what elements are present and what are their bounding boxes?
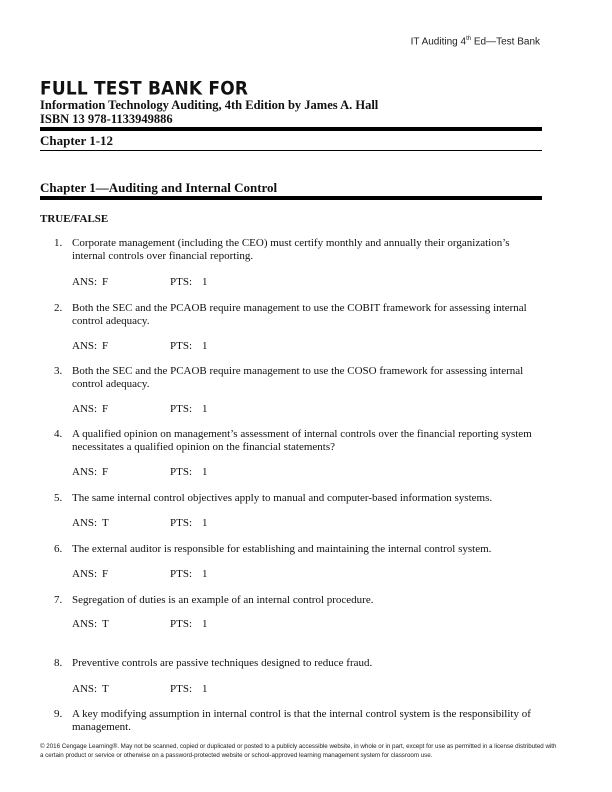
ans-value: F	[102, 276, 109, 288]
ans-value: F	[102, 466, 109, 478]
question-number: 3.	[54, 365, 63, 377]
ans-label: ANS:	[72, 403, 98, 415]
answer-line	[72, 340, 208, 352]
copyright-footer: © 2016 Cengage Learning®. May not be scanned, copied or duplicated or posted to a publicly accessible website, in whole or in part, except for use as permitted in a license distributed with a certain product or service or otherwise on a password-protected website or school-approved learning management system for classroom use.	[40, 743, 557, 759]
pts-label: PTS:	[170, 466, 193, 478]
divider-rule	[40, 196, 542, 200]
question-number: 1.	[54, 237, 63, 249]
ans-value: T	[102, 517, 109, 529]
pts-label: PTS:	[170, 340, 193, 352]
question-text: Both the SEC and the PCAOB require management to use the COBIT framework for assessing internal control adequacy.	[72, 302, 527, 327]
question-text: Segregation of duties is an example of an internal control procedure.	[72, 594, 374, 606]
pts-label: PTS:	[170, 276, 193, 288]
answer-line	[72, 517, 208, 529]
question-number: 6.	[54, 543, 63, 555]
answer-line	[72, 618, 208, 630]
chapter-heading: Chapter 1—Auditing and Internal Control	[40, 180, 278, 195]
question-text: The same internal control objectives apply to manual and computer-based information systems.	[72, 492, 493, 504]
question-text: Corporate management (including the CEO) must certify monthly and annually their organization’s internal controls over financial reporting.	[72, 237, 510, 262]
pts-label: PTS:	[170, 618, 193, 630]
ans-label: ANS:	[72, 466, 98, 478]
ans-label: ANS:	[72, 517, 98, 529]
ans-value: T	[102, 618, 109, 630]
question-number: 8.	[54, 657, 63, 669]
pts-value: 1	[202, 276, 208, 288]
pts-value: 1	[202, 683, 208, 695]
pts-value: 1	[202, 340, 208, 352]
pts-label: PTS:	[170, 683, 193, 695]
divider-rule	[40, 150, 542, 151]
pts-label: PTS:	[170, 517, 193, 529]
answer-line	[72, 683, 208, 695]
section-label: TRUE/FALSE	[40, 213, 109, 225]
question-text: Both the SEC and the PCAOB require management to use the COSO framework for assessing internal control adequacy.	[72, 365, 524, 390]
answer-line	[72, 403, 208, 415]
question-number: 9.	[54, 708, 63, 720]
answer-line	[72, 568, 208, 580]
ans-label: ANS:	[72, 568, 98, 580]
question-number: 5.	[54, 492, 63, 504]
ans-value: F	[102, 340, 109, 352]
running-header: IT Auditing 4th Ed—Test Bank	[410, 36, 540, 48]
pts-label: PTS:	[170, 403, 193, 415]
pts-label: PTS:	[170, 568, 193, 580]
ans-label: ANS:	[72, 618, 98, 630]
answer-line	[72, 276, 208, 288]
document-title: FULL TEST BANK FOR	[40, 78, 249, 100]
question-text: A key modifying assumption in internal control is that the internal control system is the responsibility of management.	[72, 708, 531, 733]
isbn: ISBN 13 978-1133949886	[40, 112, 173, 126]
ans-value: T	[102, 683, 109, 695]
book-title: Information Technology Auditing, 4th Edition by James A. Hall	[40, 98, 379, 112]
answer-line	[72, 466, 208, 478]
chapters-label: Chapter 1-12	[40, 133, 114, 148]
pts-value: 1	[202, 517, 208, 529]
divider-rule	[40, 127, 542, 131]
question-number: 7.	[54, 594, 63, 606]
pts-value: 1	[202, 568, 208, 580]
ans-label: ANS:	[72, 683, 98, 695]
question-number: 2.	[54, 302, 63, 314]
question-text: A qualified opinion on management’s assessment of internal controls over the financial reporting system necessitates a qualified opinion on the financial statements?	[72, 428, 532, 453]
ans-label: ANS:	[72, 276, 98, 288]
pts-value: 1	[202, 618, 208, 630]
question-text: Preventive controls are passive techniques designed to reduce fraud.	[72, 657, 373, 669]
question-number: 4.	[54, 428, 63, 440]
ans-value: F	[102, 403, 109, 415]
ans-value: F	[102, 568, 109, 580]
pts-value: 1	[202, 403, 208, 415]
question-text: The external auditor is responsible for establishing and maintaining the internal control system.	[72, 543, 492, 555]
pts-value: 1	[202, 466, 208, 478]
ans-label: ANS:	[72, 340, 98, 352]
